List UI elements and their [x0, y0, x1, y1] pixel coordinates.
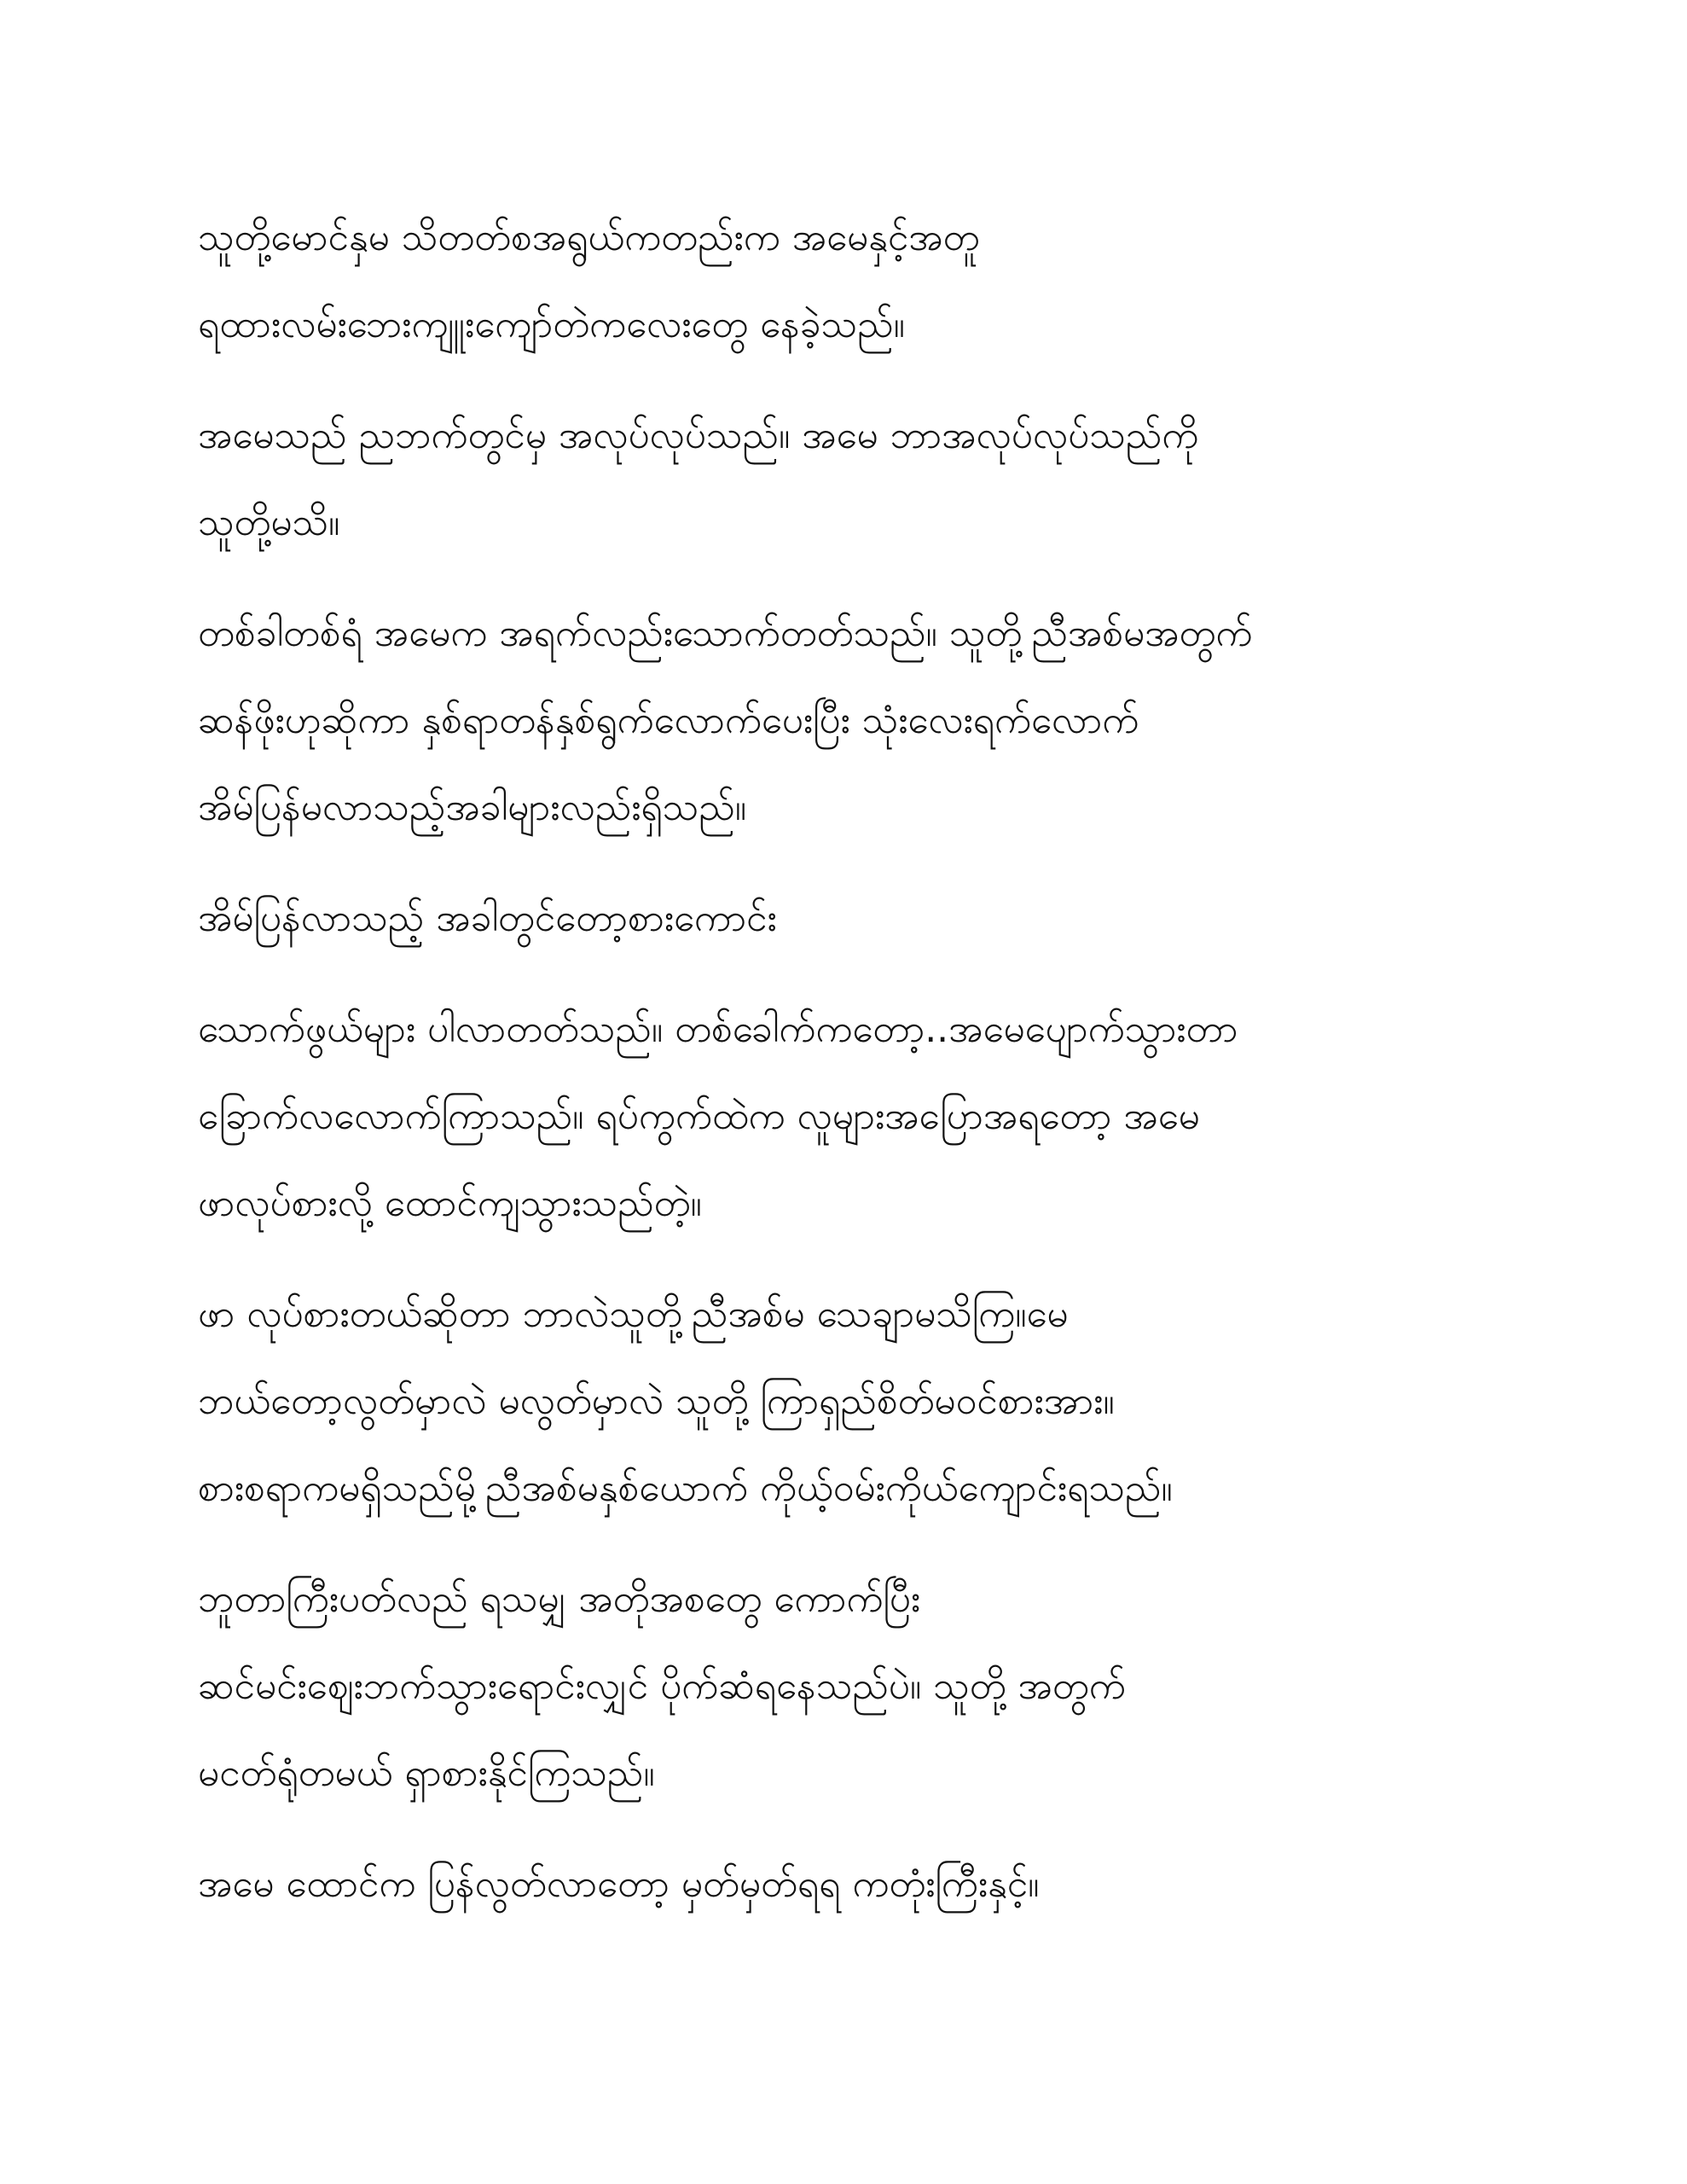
text-line: မငတ်ရုံတမယ် ရှာစားနိုင်ကြသည်။	[198, 1751, 655, 1795]
paragraph	[198, 590, 1511, 851]
text-line: အိမ်ပြန်လာသည့် အခါတွင်တော့စားကောင်း	[198, 897, 777, 940]
paragraph	[198, 1271, 1511, 1532]
text-line: ဆင်မင်းဈေးဘက်သွားရောင်းလျှင် ပိုက်ဆံရနေသည်ပဲ။ သူတို့ အတွက်	[198, 1664, 1126, 1708]
text-line: ခြောက်လလောက်ကြာသည်။ ရပ်ကွက်ထဲက လူများအပြောအရတော့ အမေ	[198, 1095, 1200, 1138]
text-line: တစ်ခါတစ်ရံ အမေက အရက်လည်းသောက်တတ်သည်။ သူတို့ညီအစ်မအတွက်	[198, 612, 1253, 655]
text-line: သူတို့မောင်နှမ သိတတ်စအရွယ်ကတည်းက အမေနှင့်အတူ	[198, 216, 980, 259]
paragraph	[198, 1841, 1511, 1928]
text-line: ရထားလမ်းဘေးကျူးကျော်တဲကလေးတွေ နေခဲ့သည်။	[198, 303, 905, 346]
paragraph	[198, 875, 1511, 962]
paragraph	[198, 195, 1511, 369]
paragraph	[198, 1556, 1511, 1817]
story-body	[198, 195, 1511, 1952]
text-line: ဘယ်တော့လွတ်မှာလဲ မလွတ်မှာလဲ သူတို့ ကြာရှည်စိတ်မဝင်စားအား။	[198, 1380, 1115, 1423]
text-line: ဆန်ဖိုးဟုဆိုကာ နှစ်ရာတန်နှစ်ရွက်လောက်ပေးပြီး သုံးလေးရက်လောက်	[198, 699, 1139, 742]
text-line: အမေသည် ညဘက်တွင်မှ အလုပ်လုပ်သည်။ အမေ ဘာအလုပ်လုပ်သည်ကို	[198, 414, 1199, 457]
text-line: ဖာ လုပ်စားတယ်ဆိုတာ ဘာလဲသူတို့ညီအစ်မ သေချာမသိကြ။မေ	[198, 1292, 1069, 1336]
paragraph	[198, 986, 1511, 1247]
text-line: သူတို့မသိ။	[198, 501, 340, 544]
text-line: ဘူတာကြီးပတ်လည် ရသမျှ အတိုအစတွေ ကောက်ပြီး	[198, 1577, 921, 1621]
text-line: အမေ ထောင်က ပြန်လွတ်လာတော့ မှတ်မှတ်ရရ ကတုံးကြီးနှင့်။	[198, 1862, 1040, 1906]
text-line: စားစရာကမရှိသည်မို့ညီအစ်မနှစ်ယောက် ကိုယ့်ဝမ်းကိုယ်ကျောင်းရသည်။	[198, 1467, 1173, 1510]
text-line: အိမ်ပြန်မလာသည့်အခါများလည်းရှိသည်။	[198, 786, 747, 829]
paragraph	[198, 392, 1511, 566]
text-line: ဖာလုပ်စားလို့ ထောင်ကျသွားသည်တဲ့။	[198, 1182, 702, 1225]
text-line: သောက်ဖွယ်များ ပါလာတတ်သည်။ တစ်ခေါက်ကတော့..အမေပျောက်သွားတာ	[198, 1008, 1238, 1051]
